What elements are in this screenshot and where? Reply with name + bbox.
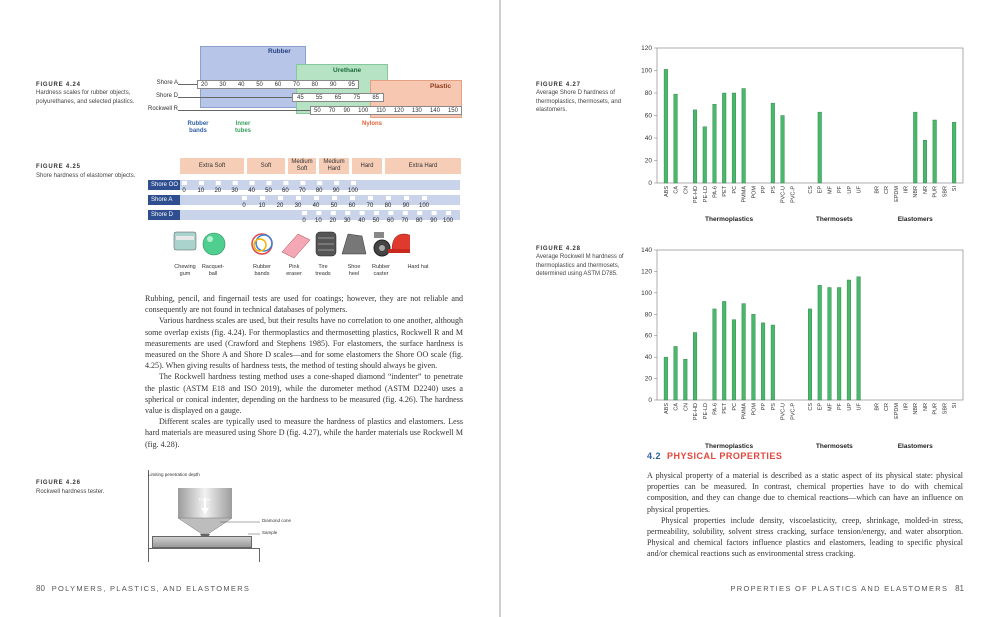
chewing-gum-icon [174,232,196,250]
x-tick-label: CA [673,186,680,194]
x-tick-label: PET [722,186,729,197]
tick-marker [374,211,379,215]
tick: 70 [328,108,336,114]
tick-marker [316,211,321,215]
bar [722,301,726,400]
tick-marker [345,211,350,215]
tick-label: 70 [366,203,374,209]
paragraph: Rubbing, pencil, and fingernail tests are used for coatings; however, they are not reliable and consequently are not found in technical databases of polymers. [145,294,463,315]
figure-4-25-label: FIGURE 4.25 [36,164,81,170]
tick-label: 10 [197,188,205,194]
limiting-depth-callout: Limiting penetration depth [148,472,200,477]
y-tick-label: 20 [644,375,652,383]
base-outline [148,548,260,562]
x-tick-label: UF [856,186,863,194]
paragraph: Various hardness scales are used, but their results have no correlation to one another, although some overlap exists (fig. 4.24). For thermoplastics and thermosetting plastics, Rockwell R and M measurements are used (Crawford and Stephens 1985). For elastomers, the surface hardness is measured on the Shore A and Shore D scales—and for some elastomers the Shore OO scale (fig. 4.25). When giving results of hardness tests, the method of testing should always be given. [145,316,463,371]
chewing-gum-label: Chewing gum [174,264,196,277]
bar [674,94,678,183]
x-tick-label: NR [922,403,929,411]
bar [693,333,697,401]
force-label: Force [199,497,211,502]
x-tick-label: PE-LD [702,403,709,420]
tick-marker [360,211,365,215]
y-tick-label: 120 [641,45,652,52]
bar [847,280,851,400]
x-tick-label: UP [846,403,853,411]
x-tick-label: PC [731,403,738,411]
tick-marker [216,181,221,185]
tick-marker [334,181,339,185]
rockwell-r-label: Rockwell R [147,106,178,112]
category-hard: Hard [352,158,382,174]
x-tick-label: PMMA [741,186,748,203]
tick: 20 [201,82,208,88]
shoe-heel-icon [342,234,366,254]
x-tick-label: PF [837,186,844,194]
tick-label: 50 [265,188,272,194]
y-tick-label: 100 [641,289,652,297]
bar [828,288,832,401]
sample-block [152,536,252,548]
tick-label: 60 [348,203,356,209]
tick-label: 100 [442,218,454,224]
x-tick-label: PS [770,186,777,194]
tick: 60 [274,82,282,88]
x-tick-label: BR [874,186,881,194]
sample-callout: Sample [262,530,278,535]
tick-marker [283,181,288,185]
tick: 40 [237,82,245,88]
right-running-title: PROPERTIES OF PLASTICS AND ELASTOMERS [730,584,949,593]
figure-4-26-label: FIGURE 4.26 [36,480,81,486]
tick: 110 [376,108,386,114]
x-tick-label: EP [817,403,824,411]
x-tick-label: PS [770,403,777,411]
shore-oo-label: Shore OO [148,180,180,190]
nylons-label: Nylons [361,121,382,127]
tick-label: 60 [282,188,289,194]
bar [664,357,668,400]
shore-d-scale [292,93,384,102]
rubber-region [200,46,306,108]
x-tick-label: PE-HD [693,186,700,204]
x-tick-label: PA-6 [712,186,719,198]
tick-marker [404,196,409,200]
x-tick-label: CR [884,186,891,194]
tick: 65 [334,95,342,101]
x-tick-label: UP [846,186,853,194]
tick-marker [331,211,336,215]
tickrow-shore-oo [182,181,359,194]
shore-a-row-label: Shore A [148,195,180,205]
figure-4-24-caption: Hardness scales for rubber objects, polyurethanes, and selected plastics. [36,90,135,105]
figure-4-25-caption: Shore hardness of elastomer objects. [36,173,136,179]
tick: 70 [293,82,300,88]
y-tick-label: 60 [644,332,652,340]
pink-eraser-label: Pink eraser [286,264,302,277]
bar [761,323,765,400]
y-tick-label: 0 [648,180,652,187]
tick-marker [233,181,238,185]
tick: 150 [447,108,458,114]
tick-marker [317,181,322,185]
tick-label: 90 [332,188,340,194]
x-tick-label: SI [952,186,959,192]
tick-label: 80 [315,188,323,194]
paragraph: A physical property of a material is described as a static aspect of its physical state: physical properties can be measured. In contrast, chemical properties have to do with chemical composition, and they can change due to chemical reactions—which can have an influence on physical properties. [647,471,963,514]
x-tick-label: PVC-P [790,403,797,420]
tick-label: 70 [298,188,306,194]
bar [913,112,917,183]
x-tick-label: PMMA [741,403,748,420]
x-tick-label: POM [751,403,758,416]
tick-label: 30 [294,203,302,209]
x-tick-label: NBR [913,403,920,415]
group-label: Thermosets [815,443,853,450]
bar [742,89,746,184]
y-tick-label: 0 [648,397,652,404]
y-tick-label: 140 [641,247,652,254]
inner-tubes-label: Inner tubes [234,121,251,134]
x-tick-label: CR [884,403,891,411]
category-extra-hard: Extra Hard [385,158,461,174]
y-tick-label: 80 [644,311,652,319]
x-tick-label: NBR [913,186,920,198]
bar [781,116,785,184]
x-tick-label: POM [751,186,758,199]
tick: 50 [314,108,321,114]
x-tick-label: CN [683,403,690,411]
x-tick-label: EP [817,186,824,194]
group-label: Thermoplastics [705,216,754,223]
tick-label: 90 [402,203,410,209]
figure-4-27-caption: Average Shore D hardness of thermoplastics, thermosets, and elastomers. [536,90,622,114]
right-page-number: 81 [955,584,964,593]
section-number: 4.2 [647,451,662,461]
x-tick-label: MF [827,186,834,194]
tick: 95 [348,82,355,88]
tick-marker [314,196,319,200]
x-tick-label: PE-HD [693,403,700,421]
tick-label: 0 [182,188,186,194]
hard-hat-label: Hard hat [407,264,429,270]
tick: 85 [372,95,379,101]
category-extra-soft: Extra Soft [180,158,244,174]
racquetball-icon [203,233,225,255]
tick-label: 50 [372,218,380,224]
tick-label: 30 [231,188,239,194]
x-tick-label: SBR [942,403,949,415]
leader-line [178,110,310,111]
y-tick-label: 120 [641,268,652,276]
bar [742,304,746,400]
x-tick-label: PVC-U [780,186,787,204]
tick-label: 0 [242,203,246,209]
tick-label: 60 [387,218,394,224]
leader-line [178,97,292,98]
tick-marker [386,196,391,200]
x-tick-label: PP [761,403,768,411]
x-tick-label: PVC-P [790,186,797,203]
x-tick-label: IIR [903,403,910,411]
rubber-bands-icon [252,234,272,254]
x-tick-label: PE-LD [702,186,709,203]
tickrow-shore-d [302,211,454,224]
bar [713,104,717,183]
tickrow-shore-a [242,196,430,209]
left-footer [36,584,250,593]
plastic-region-label: Plastic [430,83,451,90]
x-tick-label: PF [837,403,844,411]
tick-marker [300,181,305,185]
left-running-title: POLYMERS, PLASTICS, AND ELASTOMERS [51,584,251,593]
tick-marker [302,211,307,215]
category-medium-soft: Medium Soft [288,158,316,174]
tick-marker [446,211,451,215]
rubber-bands-label: Rubber bands [187,121,209,134]
shore-d-hardness-chart [631,40,971,225]
bar [732,320,736,400]
x-tick-label: MF [827,403,834,411]
rockwell-m-hardness-chart [631,242,971,452]
x-tick-label: PET [722,403,729,414]
x-tick-label: CN [683,186,690,194]
paragraph: Physical properties include density, viscoelasticity, creep, shrinkage, molded-in stress, permeability, solubility, solvent stress cracking, surface tension/energy, and water absorption. Physical and chemical factors influence plastics and elastomers, leading to specific physical and/or chemical reactions such as environmental stress cracking. [647,515,963,559]
bar [752,314,756,400]
bar [693,110,697,183]
tick-label: 70 [401,218,409,224]
tick-marker [351,181,356,185]
tick-marker [422,196,427,200]
tick-marker [368,196,373,200]
tick-marker [332,196,337,200]
x-tick-label: CA [673,403,680,411]
paragraph: The Rockwell hardness testing method uses a cone-shaped diamond “indenter” to penetrate the plastic (ASTM E18 and ISO 2019), while the durometer method (ASTM D2240) uses a spherical or conical indenter, depending on the hardness to be measured (fig. 4.26). The hardness value is displayed on a gauge. [145,372,463,416]
section-title: PHYSICAL PROPERTIES [667,451,783,461]
y-tick-label: 80 [644,90,652,97]
bar [664,69,668,183]
bar [684,359,688,400]
tick-marker [403,211,408,215]
tick-label: 20 [214,188,222,194]
x-tick-label: ABS [663,403,670,415]
tick-label: 80 [384,203,392,209]
shore-d-label: Shore D [155,93,178,99]
figure-4-26-caption: Rockwell hardness tester. [36,489,105,495]
tick-marker [417,211,422,215]
tick-label: 20 [329,218,337,224]
x-tick-label: CS [808,186,814,194]
x-tick-label: SBR [942,186,949,198]
bar [952,122,956,183]
tick-marker [242,196,247,200]
tick-label: 50 [330,203,338,209]
tick: 140 [429,108,440,114]
elastomer-objects-illustration [170,226,410,262]
bar [674,346,678,400]
tick-marker [296,196,301,200]
right-body-text [647,470,963,560]
shore-a-scale [197,80,359,89]
figure-4-28-caption: Average Rockwell M hardness of thermoplastics and thermosets, determined using ASTM D785. [536,254,624,278]
tick: 100 [358,108,369,114]
rockwell-tester-diagram [148,470,348,562]
tick-label: 20 [276,203,284,209]
hardness-scales-diagram [140,46,470,136]
tick: 90 [343,108,351,114]
tick-marker [182,181,187,185]
shore-scale-ticks [148,175,463,227]
bar [818,112,822,183]
diamond-cone-callout: Diamond cone [262,518,292,523]
tick: 50 [256,82,263,88]
x-tick-label: SI [952,403,959,409]
group-label: Thermoplastics [705,443,754,450]
bar [713,309,717,400]
tick-label: 40 [248,188,255,194]
category-soft: Soft [247,158,285,174]
tick-label: 100 [347,188,359,194]
bar [703,127,707,183]
tick-label: 80 [415,218,423,224]
right-page [501,0,1000,617]
tick-marker [260,196,265,200]
tick-label: 10 [315,218,322,224]
right-footer [730,584,964,593]
tick-marker [432,211,437,215]
bar [808,309,812,400]
tire-treads-label: Tire treads [315,264,331,277]
x-tick-label: ABS [663,186,670,198]
x-tick-label: PP [761,186,768,194]
paragraph: Different scales are typically used to measure the hardness of plastics and elastomers. Less hard materials are measured using Shore D (fig. 4.27), while the harder materials use Rockwell M (fig. 4.28). [145,417,463,449]
x-tick-label: EPDM [893,403,900,419]
x-tick-label: BR [874,403,881,411]
tick-marker [199,181,204,185]
x-tick-label: PUR [932,186,939,198]
racquetball-label: Racquet-ball [201,264,225,277]
left-page-number: 80 [36,584,45,593]
rockwell-r-scale [310,106,462,115]
x-tick-label: IIR [903,186,910,194]
bar [837,288,841,401]
tick: 75 [353,95,361,101]
bar [818,285,822,400]
y-tick-label: 60 [644,112,652,120]
shore-d-row-label: Shore D [148,210,180,220]
y-tick-label: 20 [644,157,652,165]
tick: 130 [411,108,422,114]
category-medium-hard: Medium Hard [319,158,349,174]
tick-label: 90 [430,218,437,224]
shoe-heel-label: Shoe heel [347,264,361,277]
tick: 120 [393,108,404,114]
tick-marker [250,181,255,185]
tick-marker [278,196,283,200]
bar [722,93,726,183]
hard-hat-icon [388,234,410,253]
x-tick-label: PC [731,186,738,194]
rubber-bands-object-label: Rubber bands [252,264,272,277]
group-label: Thermosets [815,216,853,223]
figure-4-27-label: FIGURE 4.27 [536,82,581,88]
y-tick-label: 40 [644,135,652,142]
tick-label: 10 [258,203,266,209]
bar [933,120,937,183]
section-heading [647,451,782,461]
bar [732,93,736,183]
tick-marker [350,196,355,200]
x-tick-label: PVC-U [780,403,787,421]
figure-4-24-label: FIGURE 4.24 [36,82,81,88]
group-label: Elastomers [897,443,933,450]
tick-label: 100 [418,203,430,209]
tick: 45 [297,95,304,101]
tick-marker [388,211,393,215]
rubber-region-label: Rubber [268,48,291,55]
tick-label: 0 [302,218,306,224]
rubber-caster-label: Rubber caster [371,264,391,277]
x-tick-label: UF [856,403,863,411]
urethane-region-label: Urethane [333,67,362,74]
tick: 80 [311,82,319,88]
bar [771,325,775,400]
y-tick-label: 40 [644,354,652,362]
tick-label: 30 [343,218,351,224]
left-body-text [145,293,463,450]
bar [857,277,861,400]
tick-label: 40 [312,203,320,209]
tick: 55 [315,95,323,101]
tick-marker [267,181,272,185]
x-tick-label: PA-6 [712,403,719,415]
figure-4-28-label: FIGURE 4.28 [536,246,581,252]
bar [923,140,927,183]
rubber-caster-icon [374,232,390,256]
bar [771,103,775,183]
x-tick-label: EPDM [893,186,900,202]
y-tick-label: 100 [641,67,652,75]
x-tick-label: PUR [932,403,939,415]
shore-a-label: Shore A [156,80,178,86]
left-page [0,0,499,617]
tick: 90 [329,82,337,88]
pink-eraser-icon [282,234,310,258]
x-tick-label: NR [922,186,929,194]
leader-line [178,84,197,85]
group-label: Elastomers [897,216,933,223]
tick: 30 [219,82,227,88]
x-tick-label: CS [808,403,814,411]
tick-label: 40 [358,218,365,224]
tire-treads-icon [316,232,336,256]
